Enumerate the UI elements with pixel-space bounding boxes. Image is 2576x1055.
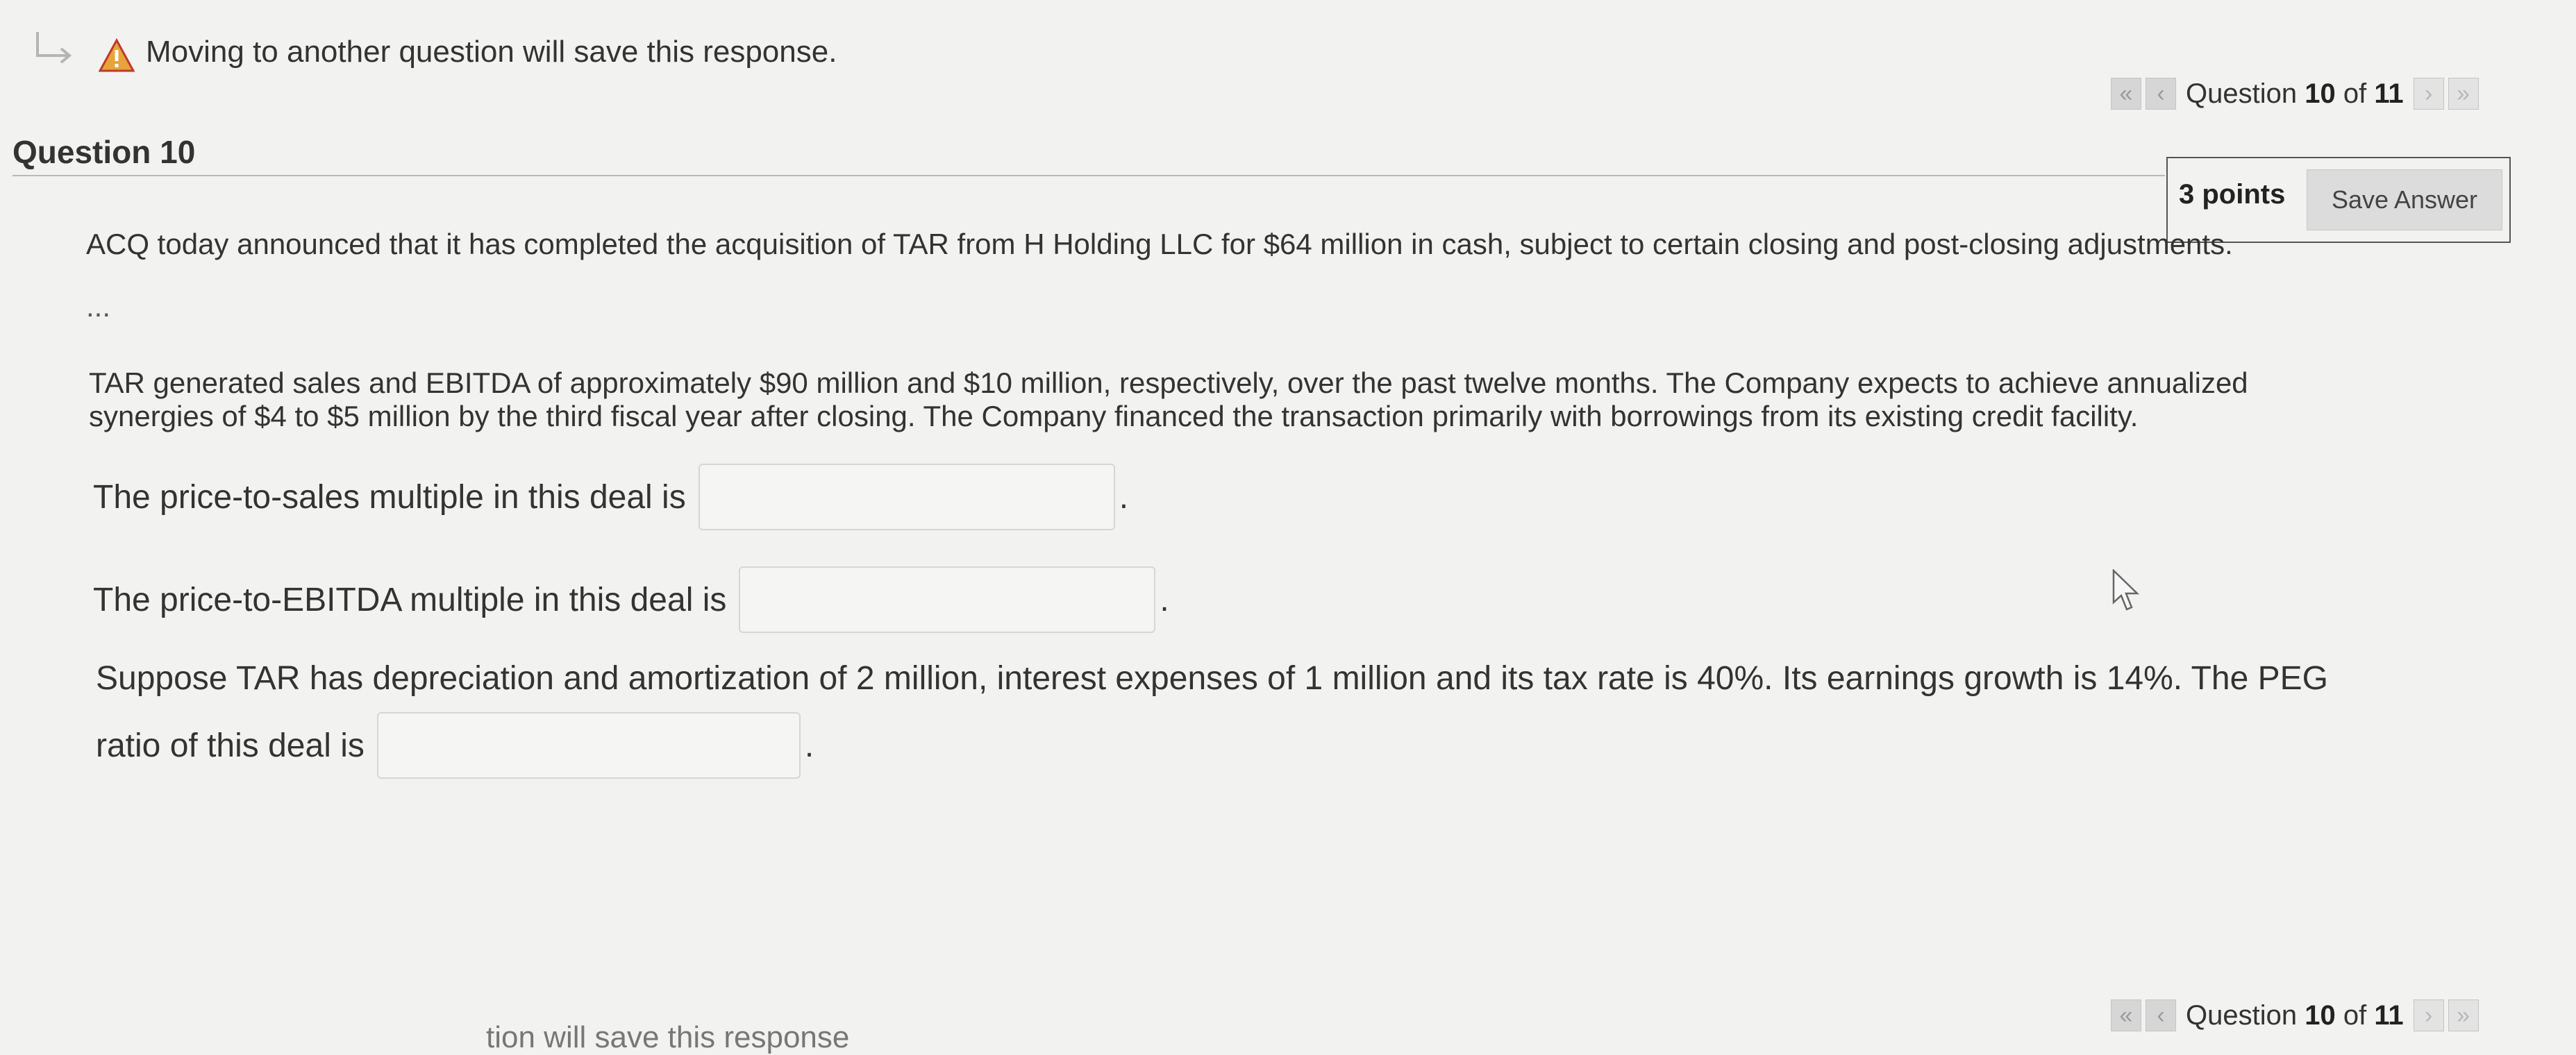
period: . xyxy=(1119,478,1129,516)
question-pager-top xyxy=(2111,78,2483,110)
part-1-label: The price-to-sales multiple in this deal is xyxy=(93,478,686,516)
price-to-sales-input[interactable] xyxy=(699,464,1115,530)
pager-label: Question 10 of 11 xyxy=(2186,999,2404,1031)
save-answer-button[interactable]: Save Answer xyxy=(2307,169,2502,230)
question-paragraph-2-line-2: synergies of $4 to $5 million by the third fiscal year after closing. The Company financed the transaction primarily with borrowings from its existing credit facility. xyxy=(89,400,2139,432)
double-chevron-left-icon[interactable]: « xyxy=(2111,999,2141,1031)
chevron-left-icon[interactable]: ‹ xyxy=(2146,999,2176,1031)
question-title: Question 10 xyxy=(12,134,196,170)
ellipsis: ... xyxy=(86,290,111,323)
divider xyxy=(12,175,2165,176)
question-paragraph-1: ACQ today announced that it has completed the acquisition of TAR from H Holding LLC for $64 million in cash, subject to certain closing and post-closing adjustments. xyxy=(86,228,2233,260)
warning-icon xyxy=(99,37,135,74)
question-part-1 xyxy=(93,464,1128,530)
bottom-warning-fragment: tion will save this response xyxy=(486,1020,850,1054)
question-paragraph-2-line-1: TAR generated sales and EBITDA of approximately $90 million and $10 million, respectively, over the past twelve months. The Company expects to achieve annualized xyxy=(89,366,2248,399)
return-arrow-icon xyxy=(33,31,75,67)
chevron-left-icon[interactable]: ‹ xyxy=(2146,78,2176,110)
peg-ratio-input[interactable] xyxy=(377,712,801,779)
double-chevron-right-icon[interactable]: » xyxy=(2448,999,2479,1031)
period: . xyxy=(1160,581,1169,618)
part-3-label-line-2: ratio of this deal is xyxy=(96,727,365,764)
double-chevron-right-icon[interactable]: » xyxy=(2448,78,2479,110)
pager-label: Question 10 of 11 xyxy=(2186,78,2404,109)
question-part-3 xyxy=(96,712,814,779)
part-3-label-line-1: Suppose TAR has depreciation and amortization of 2 million, interest expenses of 1 million and its tax rate is 40%. Its earnings growth is 14%. The PEG xyxy=(96,660,2329,697)
period: . xyxy=(804,727,814,764)
save-warning-text: Moving to another question will save this response. xyxy=(146,35,837,69)
double-chevron-left-icon[interactable]: « xyxy=(2111,78,2141,110)
points-label: 3 points xyxy=(2179,179,2286,210)
mouse-pointer-icon xyxy=(2111,569,2141,612)
chevron-right-icon[interactable]: › xyxy=(2414,78,2444,110)
price-to-ebitda-input[interactable] xyxy=(739,566,1155,633)
question-pager-bottom xyxy=(2111,999,2483,1031)
chevron-right-icon[interactable]: › xyxy=(2414,999,2444,1031)
question-part-2 xyxy=(93,566,1169,633)
part-2-label: The price-to-EBITDA multiple in this deal is xyxy=(93,581,727,618)
